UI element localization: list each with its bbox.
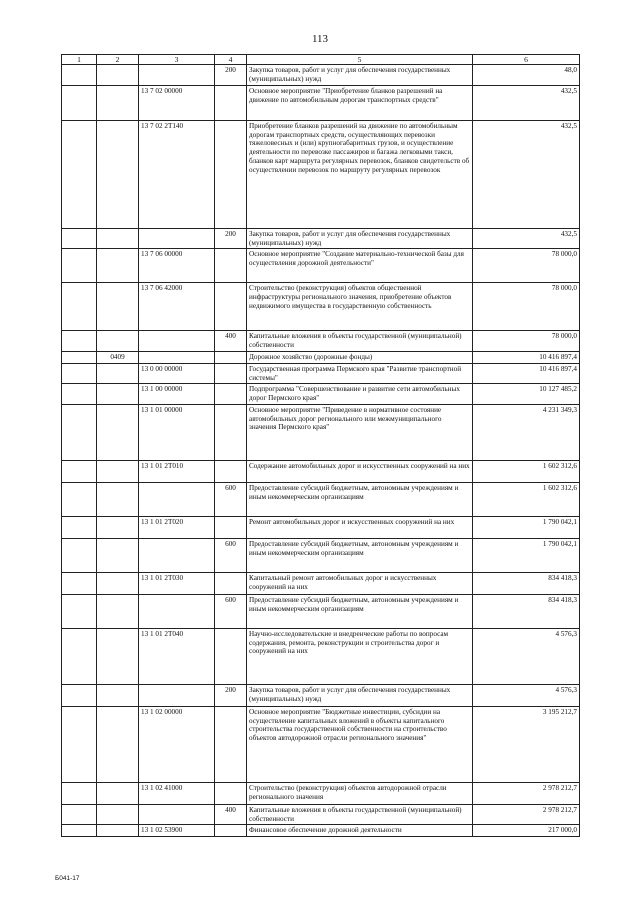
cell-target-code: 13 1 00 00000 bbox=[139, 384, 215, 405]
cell-target-code: 13 1 02 53900 bbox=[139, 825, 215, 837]
column-header: 3 bbox=[139, 55, 215, 65]
cell-expense-type bbox=[215, 782, 247, 804]
cell-section bbox=[97, 228, 139, 249]
cell-expense-type: 600 bbox=[215, 482, 247, 516]
table-row bbox=[62, 120, 580, 228]
table-row bbox=[62, 283, 580, 331]
cell-sum: 1 602 312,6 bbox=[473, 482, 580, 516]
cell-name: Основное мероприятие "Приобретение бланков разрешений на движение по автомобильным дорогам транспортных средств" bbox=[247, 85, 473, 120]
cell-target-code bbox=[139, 804, 215, 825]
cell-section bbox=[97, 331, 139, 352]
table-row bbox=[62, 351, 580, 363]
cell-target-code: 13 7 02 00000 bbox=[139, 85, 215, 120]
cell-col1 bbox=[62, 85, 97, 120]
table-row bbox=[62, 249, 580, 283]
cell-expense-type: 400 bbox=[215, 804, 247, 825]
cell-name: Капитальные вложения в объекты государственной (муниципальной) собственности bbox=[247, 804, 473, 825]
cell-target-code bbox=[139, 684, 215, 706]
cell-target-code bbox=[139, 538, 215, 572]
cell-expense-type: 400 bbox=[215, 331, 247, 352]
cell-name: Строительство (реконструкция) объектов общественной инфраструктуры регионального значения, приобретение объектов недвижимого имущества в государственную собственность bbox=[247, 283, 473, 331]
cell-target-code: 13 7 06 00000 bbox=[139, 249, 215, 283]
table-row bbox=[62, 482, 580, 516]
table-row bbox=[62, 804, 580, 825]
table-row bbox=[62, 363, 580, 384]
cell-expense-type: 200 bbox=[215, 684, 247, 706]
cell-sum: 10 416 897,4 bbox=[473, 363, 580, 384]
budget-table bbox=[61, 54, 580, 837]
cell-expense-type bbox=[215, 283, 247, 331]
cell-section bbox=[97, 628, 139, 684]
cell-expense-type bbox=[215, 120, 247, 228]
cell-sum: 10 416 897,4 bbox=[473, 351, 580, 363]
cell-target-code bbox=[139, 351, 215, 363]
cell-expense-type bbox=[215, 404, 247, 460]
cell-section bbox=[97, 706, 139, 782]
cell-name: Научно-исследовательские и внедренческие работы по вопросам содержания, ремонта, реконструкции и строительства дорог и сооружений на них bbox=[247, 628, 473, 684]
cell-target-code: 13 1 01 2Т020 bbox=[139, 516, 215, 538]
cell-col1 bbox=[62, 65, 97, 86]
cell-sum: 10 127 485,2 bbox=[473, 384, 580, 405]
table-row bbox=[62, 228, 580, 249]
cell-name: Финансовое обеспечение дорожной деятельности bbox=[247, 825, 473, 837]
cell-sum: 4 576,3 bbox=[473, 684, 580, 706]
cell-expense-type bbox=[215, 351, 247, 363]
table-row bbox=[62, 384, 580, 405]
cell-section bbox=[97, 538, 139, 572]
cell-col1 bbox=[62, 594, 97, 628]
cell-section bbox=[97, 482, 139, 516]
column-header: 6 bbox=[473, 55, 580, 65]
cell-name: Строительство (реконструкция) объектов автодорожной отрасли регионального значения bbox=[247, 782, 473, 804]
cell-sum: 834 418,3 bbox=[473, 594, 580, 628]
cell-target-code bbox=[139, 594, 215, 628]
cell-target-code: 13 7 06 42000 bbox=[139, 283, 215, 331]
cell-expense-type bbox=[215, 706, 247, 782]
cell-sum: 48,0 bbox=[473, 65, 580, 86]
cell-target-code bbox=[139, 482, 215, 516]
cell-section bbox=[97, 572, 139, 594]
cell-section bbox=[97, 594, 139, 628]
cell-expense-type bbox=[215, 572, 247, 594]
cell-col1 bbox=[62, 363, 97, 384]
cell-name: Закупка товаров, работ и услуг для обеспечения государственных (муниципальных) нужд bbox=[247, 65, 473, 86]
table-row bbox=[62, 538, 580, 572]
cell-col1 bbox=[62, 482, 97, 516]
table-row bbox=[62, 572, 580, 594]
cell-sum: 4 576,3 bbox=[473, 628, 580, 684]
cell-expense-type bbox=[215, 516, 247, 538]
cell-target-code bbox=[139, 65, 215, 86]
table-header-row bbox=[62, 55, 580, 65]
cell-target-code: 13 7 02 2Т140 bbox=[139, 120, 215, 228]
cell-name: Предоставление субсидий бюджетным, автономным учреждениям и иным некоммерческим организациям bbox=[247, 594, 473, 628]
cell-sum: 432,5 bbox=[473, 120, 580, 228]
cell-col1 bbox=[62, 283, 97, 331]
cell-name: Основное мероприятие "Создание материально-технической базы для осуществления дорожной деятельности" bbox=[247, 249, 473, 283]
cell-sum: 432,5 bbox=[473, 85, 580, 120]
table-row bbox=[62, 594, 580, 628]
cell-name: Предоставление субсидий бюджетным, автономным учреждениям и иным некоммерческим организациям bbox=[247, 538, 473, 572]
cell-col1 bbox=[62, 120, 97, 228]
cell-col1 bbox=[62, 825, 97, 837]
cell-section bbox=[97, 363, 139, 384]
cell-sum: 834 418,3 bbox=[473, 572, 580, 594]
cell-expense-type: 200 bbox=[215, 65, 247, 86]
cell-section bbox=[97, 825, 139, 837]
cell-section bbox=[97, 804, 139, 825]
table-row bbox=[62, 404, 580, 460]
table-row bbox=[62, 782, 580, 804]
cell-section bbox=[97, 684, 139, 706]
cell-name: Государственная программа Пермского края "Развитие транспортной системы" bbox=[247, 363, 473, 384]
cell-col1 bbox=[62, 628, 97, 684]
cell-section bbox=[97, 384, 139, 405]
cell-section bbox=[97, 404, 139, 460]
cell-name: Основное мероприятие "Приведение в нормативное состояние автомобильных дорог регионального или межмуниципального значения Пермского края" bbox=[247, 404, 473, 460]
cell-name: Содержание автомобильных дорог и искусственных сооружений на них bbox=[247, 460, 473, 482]
cell-sum: 4 231 349,3 bbox=[473, 404, 580, 460]
budget-table-body bbox=[62, 55, 580, 837]
cell-target-code: 13 0 00 00000 bbox=[139, 363, 215, 384]
table-row bbox=[62, 516, 580, 538]
cell-expense-type bbox=[215, 363, 247, 384]
cell-col1 bbox=[62, 684, 97, 706]
cell-col1 bbox=[62, 782, 97, 804]
cell-expense-type bbox=[215, 825, 247, 837]
cell-sum: 78 000,0 bbox=[473, 283, 580, 331]
footer-code: Б041-17 bbox=[55, 875, 80, 882]
cell-section bbox=[97, 85, 139, 120]
cell-col1 bbox=[62, 516, 97, 538]
cell-col1 bbox=[62, 351, 97, 363]
cell-section bbox=[97, 249, 139, 283]
cell-col1 bbox=[62, 331, 97, 352]
cell-col1 bbox=[62, 572, 97, 594]
cell-expense-type bbox=[215, 249, 247, 283]
cell-sum: 2 978 212,7 bbox=[473, 804, 580, 825]
cell-name: Капитальный ремонт автомобильных дорог и искусственных сооружений на них bbox=[247, 572, 473, 594]
cell-name: Ремонт автомобильных дорог и искусственных сооружений на них bbox=[247, 516, 473, 538]
cell-target-code bbox=[139, 331, 215, 352]
cell-target-code bbox=[139, 228, 215, 249]
cell-sum: 78 000,0 bbox=[473, 249, 580, 283]
cell-section: 0409 bbox=[97, 351, 139, 363]
cell-expense-type bbox=[215, 384, 247, 405]
table-row bbox=[62, 85, 580, 120]
cell-name: Дорожное хозяйство (дорожные фонды) bbox=[247, 351, 473, 363]
table-row bbox=[62, 331, 580, 352]
cell-target-code: 13 1 01 2Т030 bbox=[139, 572, 215, 594]
cell-sum: 1 790 042,1 bbox=[473, 516, 580, 538]
table-row bbox=[62, 684, 580, 706]
cell-expense-type: 600 bbox=[215, 538, 247, 572]
cell-col1 bbox=[62, 404, 97, 460]
cell-col1 bbox=[62, 228, 97, 249]
cell-sum: 432,5 bbox=[473, 228, 580, 249]
cell-section bbox=[97, 65, 139, 86]
cell-target-code: 13 1 01 2Т040 bbox=[139, 628, 215, 684]
cell-col1 bbox=[62, 538, 97, 572]
column-header: 1 bbox=[62, 55, 97, 65]
table-row bbox=[62, 460, 580, 482]
table-row bbox=[62, 825, 580, 837]
cell-name: Закупка товаров, работ и услуг для обеспечения государственных (муниципальных) нужд bbox=[247, 684, 473, 706]
cell-col1 bbox=[62, 384, 97, 405]
cell-sum: 1 790 042,1 bbox=[473, 538, 580, 572]
cell-expense-type bbox=[215, 628, 247, 684]
cell-target-code: 13 1 02 41000 bbox=[139, 782, 215, 804]
cell-section bbox=[97, 120, 139, 228]
cell-target-code: 13 1 01 2Т010 bbox=[139, 460, 215, 482]
cell-name: Предоставление субсидий бюджетным, автономным учреждениям и иным некоммерческим организациям bbox=[247, 482, 473, 516]
cell-name: Приобретение бланков разрешений на движение по автомобильным дорогам транспортных средств, осуществляющих перевозки тяжеловесных и (или) крупногабаритных грузов, и осуществление деятельности по перевозке пассажиров и багажа легковыми такси, бланков карт маршрута регулярных перевозок, бланков свидетельств об осуществлении перевозок по маршруту регулярных перевозок bbox=[247, 120, 473, 228]
cell-sum: 2 978 212,7 bbox=[473, 782, 580, 804]
cell-sum: 1 602 312,6 bbox=[473, 460, 580, 482]
cell-sum: 78 000,0 bbox=[473, 331, 580, 352]
column-header: 2 bbox=[97, 55, 139, 65]
table-row bbox=[62, 65, 580, 86]
cell-target-code: 13 1 01 00000 bbox=[139, 404, 215, 460]
cell-col1 bbox=[62, 804, 97, 825]
page-number: 113 bbox=[311, 33, 329, 45]
cell-col1 bbox=[62, 460, 97, 482]
table-row bbox=[62, 706, 580, 782]
cell-section bbox=[97, 283, 139, 331]
cell-section bbox=[97, 460, 139, 482]
cell-name: Капитальные вложения в объекты государственной (муниципальной) собственности bbox=[247, 331, 473, 352]
cell-name: Закупка товаров, работ и услуг для обеспечения государственных (муниципальных) нужд bbox=[247, 228, 473, 249]
cell-expense-type: 600 bbox=[215, 594, 247, 628]
cell-sum: 217 000,0 bbox=[473, 825, 580, 837]
cell-col1 bbox=[62, 249, 97, 283]
cell-expense-type bbox=[215, 85, 247, 120]
cell-section bbox=[97, 516, 139, 538]
column-header: 5 bbox=[247, 55, 473, 65]
cell-name: Подпрограмма "Совершенствование и развитие сети автомобильных дорог Пермского края" bbox=[247, 384, 473, 405]
cell-col1 bbox=[62, 706, 97, 782]
column-header: 4 bbox=[215, 55, 247, 65]
cell-sum: 3 195 212,7 bbox=[473, 706, 580, 782]
cell-expense-type: 200 bbox=[215, 228, 247, 249]
table-row bbox=[62, 628, 580, 684]
cell-section bbox=[97, 782, 139, 804]
cell-expense-type bbox=[215, 460, 247, 482]
cell-target-code: 13 1 02 00000 bbox=[139, 706, 215, 782]
cell-name: Основное мероприятие "Бюджетные инвестиции, субсидии на осуществление капитальных вложений в объекты капитального строительства государственной собственности на строительство объектов автодорожной отрасли регионального значения" bbox=[247, 706, 473, 782]
